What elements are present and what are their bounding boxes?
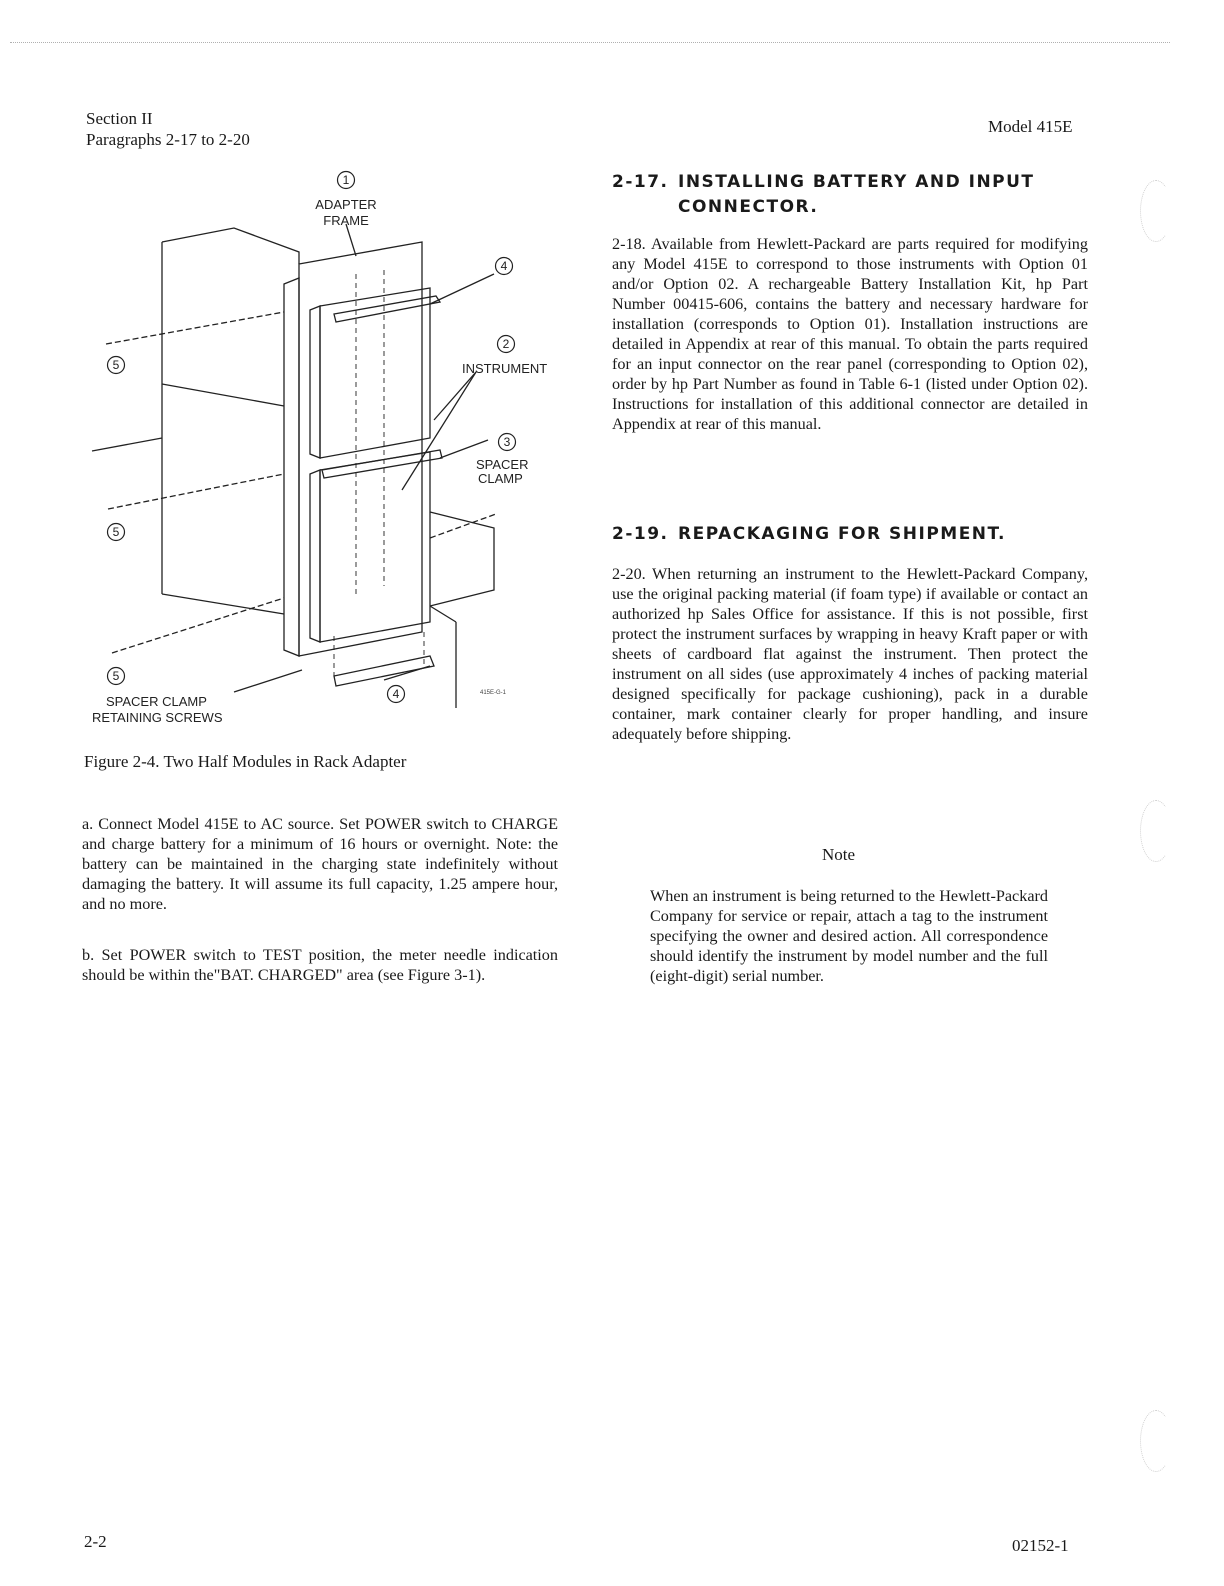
spacer-clamp-label-2: CLAMP (478, 471, 523, 486)
note-text: When an instrument is being returned to the Hewlett-Packard Company for service or repair, attach a tag to the instrument specifying the owner and desired action. All correspondence should identify the instrument by model number and the full (eight-digit) serial number. (650, 887, 1048, 985)
spacer-clamp-label-1: SPACER (476, 457, 529, 472)
rear-box-top (162, 228, 299, 264)
retaining-screws-label-2: RETAINING SCREWS (92, 710, 223, 725)
adapter-frame-side (284, 278, 299, 656)
document-code: 02152-1 (1012, 1536, 1069, 1555)
paragraph-2-18: 2-18. Available from Hewlett-Packard are parts required for modifying any Model 415E to correspond to those instruments with Option 01 and/or Option 02. A rechargeable Battery Installation Kit, hp Part Number 00415-606, contains the battery and necessary hardware for installation (corresponds to Option 01). Installation instructions are detailed in Appendix at rear of this manual. To obtain the parts required for an input connector on the rear panel (corresponding to Option 02), order by hp Part Number as found in Table 6-1 (listed under Option 02). Instructions for installation of this additional connector are detailed in Appendix at rear of this manual. (612, 235, 1088, 433)
heading-2-17 (612, 170, 1082, 220)
instrument-label: INSTRUMENT (462, 361, 548, 376)
lower-instrument (320, 452, 430, 642)
page-number: 2-2 (84, 1532, 107, 1551)
paragraph-b: b. Set POWER switch to TEST position, the meter needle indication should be within the"BAT. CHARGED" area (see Figure 3-1). (82, 946, 558, 984)
heading-2-17-line2: CONNECTOR. (678, 197, 819, 217)
paragraph-2-20: 2-20. When returning an instrument to the Hewlett-Packard Company, use the original packing material (if foam type) if available or contact an authorized hp Sales Office for assistance. If this is not possible, first protect the instrument surfaces by wrapping in heavy Kraft paper or with sheets of cardboard flat against the instrument. Then protect the instrument on all sides (use approximately 4 inches of packing material designed specifically for package cushioning), pack in a durable container, mark container clearly for proper handling, and insure adequately before shipping. (612, 565, 1088, 743)
callout-4-number-bottom: 4 (392, 687, 400, 701)
scan-top-rule (10, 42, 1170, 43)
callout-5-number-top: 5 (112, 358, 120, 372)
callout-5-number-middle: 5 (112, 525, 120, 539)
spacer-clamp-bottom (334, 656, 434, 686)
adapter-frame-label-2: FRAME (323, 213, 369, 228)
section-label: Section II (86, 109, 153, 128)
rear-box-bottom-edge (162, 594, 284, 614)
callout-3-number: 3 (503, 435, 511, 449)
heading-2-17-number: 2-17. (612, 172, 669, 192)
adapter-frame-panel (299, 242, 422, 656)
heading-2-17-line1: INSTALLING BATTERY AND INPUT (678, 172, 1035, 192)
paragraph-a: a. Connect Model 415E to AC source. Set POWER switch to CHARGE and charge battery for a minimum of 16 hours or overnight. Note: the battery can be maintained in the charging state indefinitely without damaging the battery. It will assume its full capacity, 1.25 ampere hour, and no more. (82, 815, 558, 913)
callout-4-number-top: 4 (500, 259, 508, 273)
spacer-clamp-top (334, 296, 440, 322)
module-divider (162, 384, 284, 406)
adapter-frame-label-1: ADAPTER (315, 197, 377, 212)
paragraph-range: Paragraphs 2-17 to 2-20 (86, 130, 250, 149)
punch-hole-mark (1140, 1410, 1172, 1472)
figure-code: 415E-G-1 (480, 690, 507, 696)
retaining-screws-label-1: SPACER CLAMP (106, 694, 207, 709)
heading-2-19 (612, 522, 1082, 547)
heading-2-19-number: 2-19. (612, 524, 669, 544)
rack-adapter-figure (84, 166, 564, 732)
punch-hole-mark (1140, 800, 1172, 862)
callout-5-number-bottom: 5 (112, 669, 120, 683)
callout-2-number: 2 (502, 337, 510, 351)
callout-1-number: 1 (342, 173, 350, 187)
note-title: Note (822, 845, 856, 864)
model-label: Model 415E (988, 117, 1073, 136)
punch-hole-mark (1140, 180, 1172, 242)
heading-2-19-text: REPACKAGING FOR SHIPMENT. (678, 524, 1007, 544)
figure-caption: Figure 2-4. Two Half Modules in Rack Adapter (84, 752, 407, 771)
